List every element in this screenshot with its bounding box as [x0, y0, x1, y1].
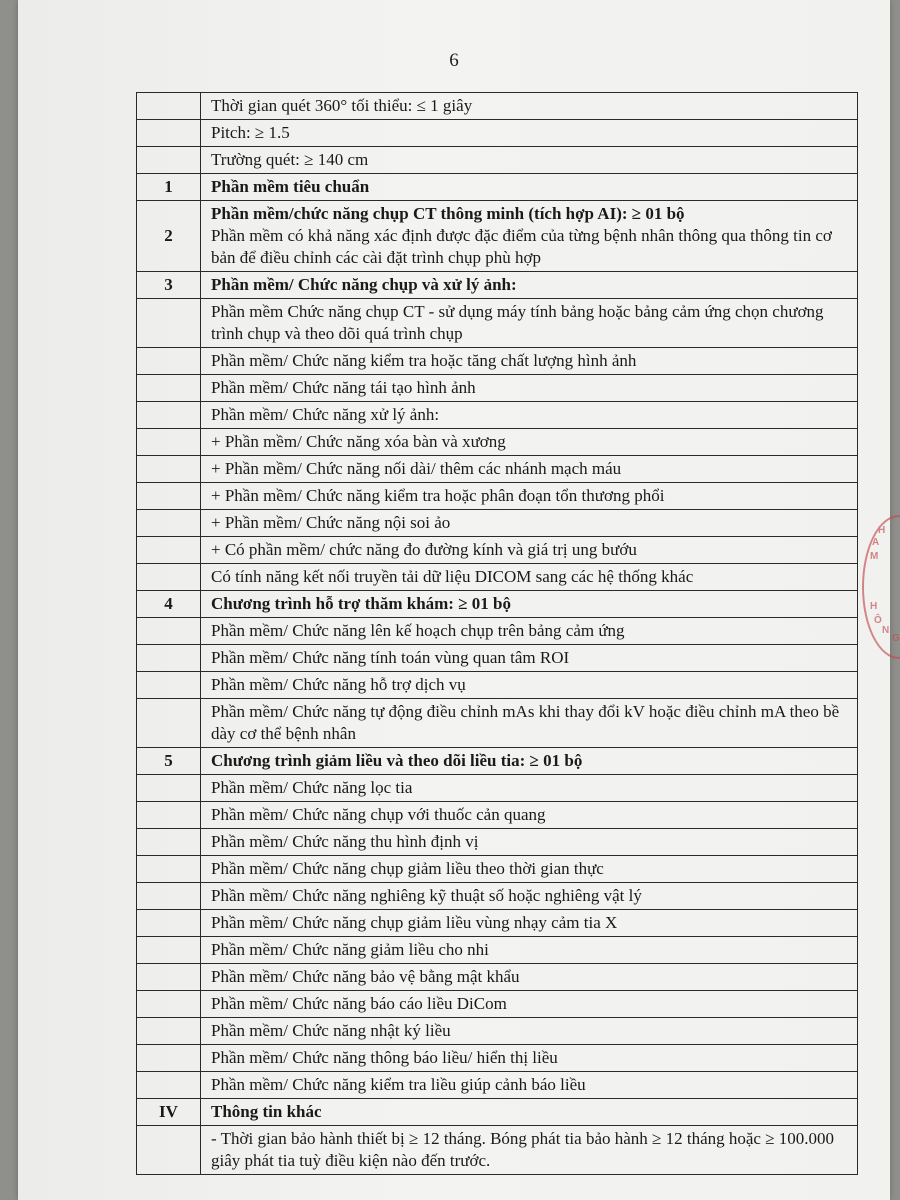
page-number: 6: [449, 50, 459, 71]
row-number-cell: [137, 1072, 201, 1099]
table-row: [137, 1126, 858, 1175]
row-text-cell: Phần mềm Chức năng chụp CT - sử dụng máy tính bảng hoặc bảng cảm ứng chọn chương trình chụp và theo dõi quá trình chụp: [201, 299, 858, 348]
table-row: [137, 937, 858, 964]
row-number-cell: 5: [137, 748, 201, 775]
row-number-cell: 3: [137, 272, 201, 299]
row-text-cell: + Phần mềm/ Chức năng nội soi ảo: [201, 510, 858, 537]
spec-table: [136, 92, 858, 1175]
table-row: [137, 883, 858, 910]
table-row: [137, 829, 858, 856]
row-number-cell: [137, 910, 201, 937]
table-row: [137, 272, 858, 299]
row-text-cell: Phần mềm/ Chức năng báo cáo liều DiCom: [201, 991, 858, 1018]
document-page: [18, 0, 890, 1200]
table-row: [137, 1045, 858, 1072]
row-number-cell: [137, 883, 201, 910]
row-number-cell: [137, 802, 201, 829]
row-text-cell: Phần mềm/ Chức năng bảo vệ bằng mật khẩu: [201, 964, 858, 991]
row-number-cell: [137, 618, 201, 645]
table-row: [137, 591, 858, 618]
table-row: [137, 375, 858, 402]
row-number-cell: [137, 645, 201, 672]
row-text-cell: [201, 201, 858, 272]
table-row: [137, 510, 858, 537]
row-text-cell: - Thời gian bảo hành thiết bị ≥ 12 tháng. Bóng phát tia bảo hành ≥ 12 tháng hoặc ≥ 100.000 giây phát tia tuỳ điều kiện nào đến trước.: [201, 1126, 858, 1175]
row-text-cell: Phần mềm/ Chức năng chụp với thuốc cản quang: [201, 802, 858, 829]
row-text-cell: Phần mềm/ Chức năng nghiêng kỹ thuật số hoặc nghiêng vật lý: [201, 883, 858, 910]
table-row: [137, 1018, 858, 1045]
row-number-cell: [137, 93, 201, 120]
table-row: [137, 201, 858, 272]
row-number-cell: [137, 456, 201, 483]
row-text-cell: + Phần mềm/ Chức năng xóa bàn và xương: [201, 429, 858, 456]
table-row: [137, 802, 858, 829]
row-number-cell: [137, 991, 201, 1018]
row-text-cell: Phần mềm/ Chức năng thu hình định vị: [201, 829, 858, 856]
row-number-cell: 4: [137, 591, 201, 618]
table-row: [137, 402, 858, 429]
row-number-cell: [137, 510, 201, 537]
table-row: [137, 991, 858, 1018]
table-row: [137, 564, 858, 591]
row-text-cell: Phần mềm/ Chức năng xử lý ảnh:: [201, 402, 858, 429]
row-number-cell: [137, 829, 201, 856]
row-text-cell: Thông tin khác: [201, 1099, 858, 1126]
row-number-cell: [137, 429, 201, 456]
table-row: [137, 93, 858, 120]
row-text-cell: Phần mềm/ Chức năng chụp giảm liều theo thời gian thực: [201, 856, 858, 883]
row-text-cell: Chương trình hỗ trợ thăm khám: ≥ 01 bộ: [201, 591, 858, 618]
row-heading-text: Phần mềm/chức năng chụp CT thông minh (tích hợp AI): ≥ 01 bộ: [211, 204, 685, 223]
stamp-letter: N: [882, 625, 890, 636]
table-row: [137, 618, 858, 645]
stamp-letter: G: [892, 633, 900, 644]
row-number-cell: 2: [137, 201, 201, 272]
row-number-cell: 1: [137, 174, 201, 201]
row-number-cell: [137, 299, 201, 348]
row-text-cell: Phần mềm/ Chức năng kiểm tra liều giúp cảnh báo liều: [201, 1072, 858, 1099]
spec-table-body: [137, 93, 858, 1175]
row-number-cell: [137, 964, 201, 991]
row-number-cell: [137, 147, 201, 174]
table-row: [137, 672, 858, 699]
table-row: [137, 645, 858, 672]
row-number-cell: [137, 375, 201, 402]
table-row: [137, 856, 858, 883]
row-number-cell: [137, 856, 201, 883]
row-text-cell: Phần mềm/ Chức năng tính toán vùng quan tâm ROI: [201, 645, 858, 672]
row-text-cell: Phần mềm/ Chức năng hỗ trợ dịch vụ: [201, 672, 858, 699]
row-text-cell: Phần mềm/ Chức năng tái tạo hình ảnh: [201, 375, 858, 402]
row-text-cell: Phần mềm tiêu chuẩn: [201, 174, 858, 201]
table-row: [137, 147, 858, 174]
table-row: [137, 348, 858, 375]
row-number-cell: [137, 699, 201, 748]
row-number-cell: [137, 120, 201, 147]
row-number-cell: IV: [137, 1099, 201, 1126]
row-text-cell: + Phần mềm/ Chức năng nối dài/ thêm các nhánh mạch máu: [201, 456, 858, 483]
table-row: [137, 1072, 858, 1099]
table-row: [137, 964, 858, 991]
row-text-cell: Phần mềm/ Chức năng tự động điều chỉnh mAs khi thay đổi kV hoặc điều chỉnh mA theo bề dày cơ thể bệnh nhân: [201, 699, 858, 748]
row-number-cell: [137, 564, 201, 591]
stamp-letter: A: [872, 537, 880, 548]
table-row: [137, 120, 858, 147]
row-number-cell: [137, 672, 201, 699]
table-row: [137, 537, 858, 564]
row-text-cell: Phần mềm/ Chức năng lên kế hoạch chụp trên bảng cảm ứng: [201, 618, 858, 645]
row-text-cell: Chương trình giảm liều và theo dõi liều tia: ≥ 01 bộ: [201, 748, 858, 775]
table-row: [137, 699, 858, 748]
row-text-cell: Phần mềm/ Chức năng chụp và xử lý ảnh:: [201, 272, 858, 299]
row-text-cell: Trường quét: ≥ 140 cm: [201, 147, 858, 174]
table-row: [137, 483, 858, 510]
row-number-cell: [137, 1018, 201, 1045]
row-number-cell: [137, 348, 201, 375]
row-number-cell: [137, 402, 201, 429]
row-number-cell: [137, 937, 201, 964]
table-row: [137, 429, 858, 456]
row-text-cell: Phần mềm/ Chức năng nhật ký liều: [201, 1018, 858, 1045]
table-row: [137, 174, 858, 201]
stamp-letter: Ô: [874, 615, 882, 626]
table-row: [137, 775, 858, 802]
stamp-letter: H: [878, 525, 886, 536]
row-text-cell: Phần mềm/ Chức năng thông báo liều/ hiển thị liều: [201, 1045, 858, 1072]
row-number-cell: [137, 537, 201, 564]
stamp-letter: H: [870, 601, 878, 612]
row-text-cell: Phần mềm/ Chức năng kiểm tra hoặc tăng chất lượng hình ảnh: [201, 348, 858, 375]
row-text-cell: Pitch: ≥ 1.5: [201, 120, 858, 147]
row-body-text: Phần mềm có khả năng xác định được đặc điểm của từng bệnh nhân thông qua thông tin cơ bản để điều chỉnh các cài đặt trình chụp phù hợp: [211, 226, 832, 267]
row-text-cell: Phần mềm/ Chức năng chụp giảm liều vùng nhạy cảm tia X: [201, 910, 858, 937]
table-row: [137, 456, 858, 483]
table-row: [137, 299, 858, 348]
row-text-cell: + Phần mềm/ Chức năng kiểm tra hoặc phân đoạn tổn thương phổi: [201, 483, 858, 510]
row-number-cell: [137, 1126, 201, 1175]
table-row: [137, 748, 858, 775]
row-number-cell: [137, 1045, 201, 1072]
stamp-letter: M: [870, 551, 879, 562]
row-text-cell: Có tính năng kết nối truyền tải dữ liệu DICOM sang các hệ thống khác: [201, 564, 858, 591]
row-number-cell: [137, 483, 201, 510]
row-text-cell: Phần mềm/ Chức năng lọc tia: [201, 775, 858, 802]
row-number-cell: [137, 775, 201, 802]
table-row: [137, 1099, 858, 1126]
row-text-cell: Phần mềm/ Chức năng giảm liều cho nhi: [201, 937, 858, 964]
table-row: [137, 910, 858, 937]
row-text-cell: + Có phần mềm/ chức năng đo đường kính và giá trị ung bướu: [201, 537, 858, 564]
row-text-cell: Thời gian quét 360° tối thiểu: ≤ 1 giây: [201, 93, 858, 120]
